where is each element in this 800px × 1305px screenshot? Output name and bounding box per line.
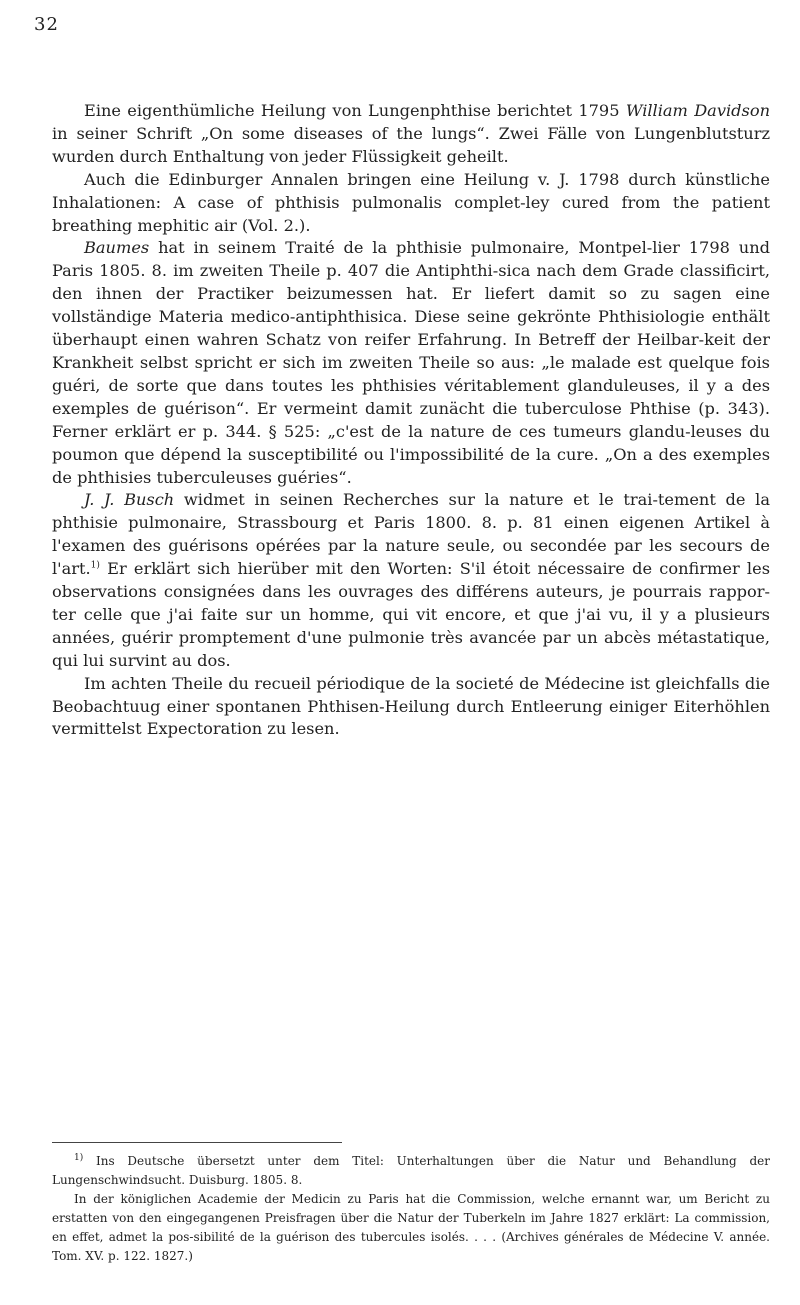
- text-run: Eine eigenthümliche Heilung von Lungenphthise berichtet 1795: [84, 101, 626, 120]
- main-text: [52, 100, 770, 741]
- paragraph: [52, 489, 770, 672]
- footnote-marker: 1): [90, 560, 100, 571]
- text-run: Auch die Edinburger Annalen bringen eine Heilung v. J. 1798 durch künstliche Inhalationen: A case of phthisis pulmonalis complet-ley cured from the patient breathing mephitic air (Vol. 2.).: [52, 169, 770, 235]
- author-name: Baumes: [84, 238, 150, 258]
- footnote: [52, 1152, 770, 1190]
- text-run: In der königlichen Academie der Medicin zu Paris hat die Commission, welche ernannt war, um Bericht zu erstatten von den eingegangenen Preisfragen über die Natur der Tuberkeln im Jahre 1827 erklärt: La commission, en effet, admet la pos-sibilité de la guérison des tubercules isolés. . . . (Archives générales de Médecine V. année. Tom. XV. p. 122. 1827.): [52, 1192, 770, 1263]
- footnote-rule: [52, 1142, 342, 1143]
- author-name: J. J. Busch: [84, 490, 175, 510]
- text-run: Ins Deutsche übersetzt unter dem Titel: Unterhaltungen über die Natur und Behandlung der Lungenschwindsucht. Duisburg. 1805. 8.: [52, 1154, 770, 1187]
- paragraph: [52, 100, 770, 169]
- text-run: hat in seinem Traité de la phthisie pulmonaire, Montpel-lier 1798 und Paris 1805. 8. im zweiten Theile p. 407 die Antiphthi-sica nach dem Grade classificirt, den ihnen der Practiker beizumessen hat. Er liefert damit so zu sagen eine vollständige Materia medico-antiphthisica. Diese seine gekrönte Phthisiologie enthält überhaupt einen wahren Schatz von reifer Erfahrung. In Betreff der Heilbar-keit der Krankheit selbst spricht er sich im zweiten Theile so aus: „le malade est quelque fois guéri, de sorte que dans toutes les phthisies véritablement glanduleuses, il y a des exemples de guérison“. Er vermeint damit zunächt die tuberculose Phthise (p. 343). Ferner erklärt er p. 344. § 525: „c'est de la nature de ces tumeurs glandu-leuses du poumon que dépend la susceptibilité ou l'impossibilité de la cure. „On a des exemples de phthisies tuberculeuses guéries“.: [52, 238, 770, 487]
- paragraph: [52, 169, 770, 238]
- paragraph: [52, 673, 770, 742]
- text-run: Im achten Theile du recueil périodique de la societé de Médecine ist gleichfalls die Beobachtuug einer spontanen Phthisen-Heilung durch Entleerung einiger Eiterhöhlen vermittelst Expectoration zu lesen.: [52, 673, 770, 739]
- page-number: 32: [34, 14, 59, 35]
- text-run: Er erklärt sich hierüber mit den Worten: S'il étoit nécessaire de confirmer les observations consignées dans les ouvrages des différens auteurs, je pourrais rappor-ter celle que j'ai faite sur un homme, qui vit encore, et que j'ai vu, il y a plusieurs années, guérir promptement d'une pulmonie très avancée par un abcès métastatique, qui lui survint au dos.: [52, 559, 770, 670]
- text-run: in seiner Schrift „On some diseases of the lungs“. Zwei Fälle von Lungenblutsturz wurden durch Enthaltung von jeder Flüssigkeit geheilt.: [52, 123, 770, 166]
- paragraph: [52, 237, 770, 489]
- footnotes: [52, 1152, 770, 1266]
- footnote-marker: 1): [74, 1153, 84, 1163]
- author-name: William Davidson: [625, 101, 770, 120]
- text-run: widmet in seinen Recherches sur la nature et le trai-tement de la phthisie pulmonaire, Strassbourg et Paris 1800. 8. p. 81 einen eigenen Artikel à l'examen des guérisons opérées par la nature seule, ou secondée par les secours de l'art.: [52, 490, 770, 579]
- footnote: [52, 1190, 770, 1266]
